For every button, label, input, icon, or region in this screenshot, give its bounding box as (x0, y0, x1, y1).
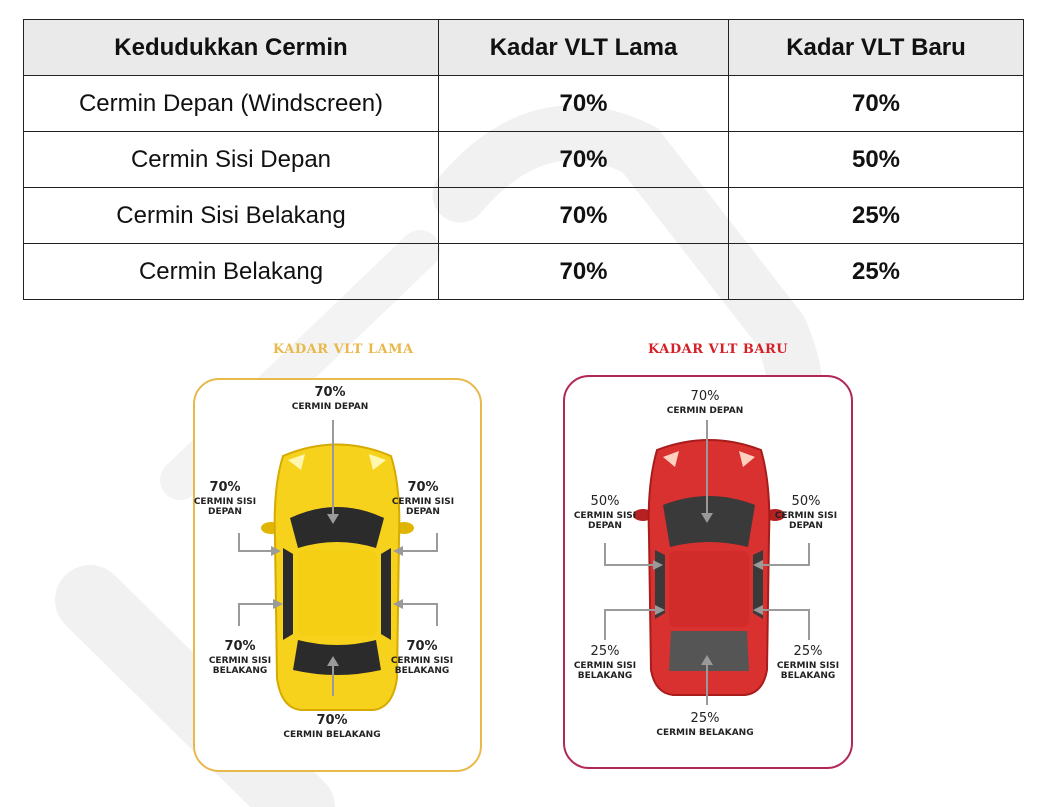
new-front-side-left-text: CERMIN SISI DEPAN (573, 511, 637, 532)
table-header-row (24, 20, 1024, 76)
old-rear-label (277, 714, 387, 741)
new-front-pct: 70% (690, 389, 720, 404)
table-row (24, 76, 1024, 132)
new-rear-side-right-pct: 25% (793, 644, 823, 659)
table-row (24, 132, 1024, 188)
old-front-label (275, 386, 385, 413)
old-rear-side-left-text: CERMIN SISI BELAKANG (208, 656, 272, 677)
cell-new-vlt: 70% (729, 76, 1024, 132)
old-vlt-panel-title: KADAR VLT LAMA (273, 342, 414, 357)
old-rear-side-left-pct: 70% (224, 639, 256, 654)
new-front-side-left-label (565, 495, 645, 532)
old-front-side-left-text: CERMIN SISI DEPAN (193, 497, 257, 518)
cell-old-vlt: 70% (439, 188, 729, 244)
new-rear-side-left-pct: 25% (590, 644, 620, 659)
new-front-side-right-pct: 50% (791, 494, 821, 509)
old-rear-text: CERMIN BELAKANG (283, 730, 381, 741)
old-rear-side-right-text: CERMIN SISI BELAKANG (390, 656, 454, 677)
new-rear-label (650, 712, 760, 739)
old-front-side-right-text: CERMIN SISI DEPAN (391, 497, 455, 518)
table-row (24, 188, 1024, 244)
cell-position: Cermin Sisi Depan (24, 132, 439, 188)
old-front-pct: 70% (314, 385, 346, 400)
cell-old-vlt: 70% (439, 244, 729, 300)
new-rear-side-right-text: CERMIN SISI BELAKANG (776, 661, 840, 682)
new-rear-side-left-label (565, 645, 645, 682)
cell-new-vlt: 25% (729, 244, 1024, 300)
red-car-illustration (563, 375, 853, 769)
cell-position: Cermin Depan (Windscreen) (24, 76, 439, 132)
header-new-vlt: Kadar VLT Baru (729, 20, 1024, 76)
cell-new-vlt: 25% (729, 188, 1024, 244)
cell-old-vlt: 70% (439, 132, 729, 188)
new-rear-text: CERMIN BELAKANG (656, 728, 754, 739)
new-rear-side-left-text: CERMIN SISI BELAKANG (573, 661, 637, 682)
new-front-side-right-label (766, 495, 846, 532)
old-front-side-left-pct: 70% (209, 480, 241, 495)
new-rear-side-right-label (768, 645, 848, 682)
cell-position: Cermin Belakang (24, 244, 439, 300)
cell-new-vlt: 50% (729, 132, 1024, 188)
new-front-side-left-pct: 50% (590, 494, 620, 509)
vlt-table (23, 19, 1024, 300)
new-front-label (650, 390, 760, 417)
cell-old-vlt: 70% (439, 76, 729, 132)
old-rear-side-right-pct: 70% (406, 639, 438, 654)
cell-position: Cermin Sisi Belakang (24, 188, 439, 244)
new-rear-pct: 25% (690, 711, 720, 726)
new-front-side-right-text: CERMIN SISI DEPAN (774, 511, 838, 532)
old-front-text: CERMIN DEPAN (291, 402, 369, 413)
old-rear-pct: 70% (316, 713, 348, 728)
table-row (24, 244, 1024, 300)
old-front-side-right-label (383, 481, 463, 518)
new-front-text: CERMIN DEPAN (666, 406, 744, 417)
old-rear-side-left-label (200, 640, 280, 677)
new-vlt-panel-title: KADAR VLT BARU (648, 342, 789, 357)
header-position: Kedudukkan Cermin (24, 20, 439, 76)
old-rear-side-right-label (382, 640, 462, 677)
header-old-vlt: Kadar VLT Lama (439, 20, 729, 76)
old-front-side-right-pct: 70% (407, 480, 439, 495)
old-front-side-left-label (185, 481, 265, 518)
